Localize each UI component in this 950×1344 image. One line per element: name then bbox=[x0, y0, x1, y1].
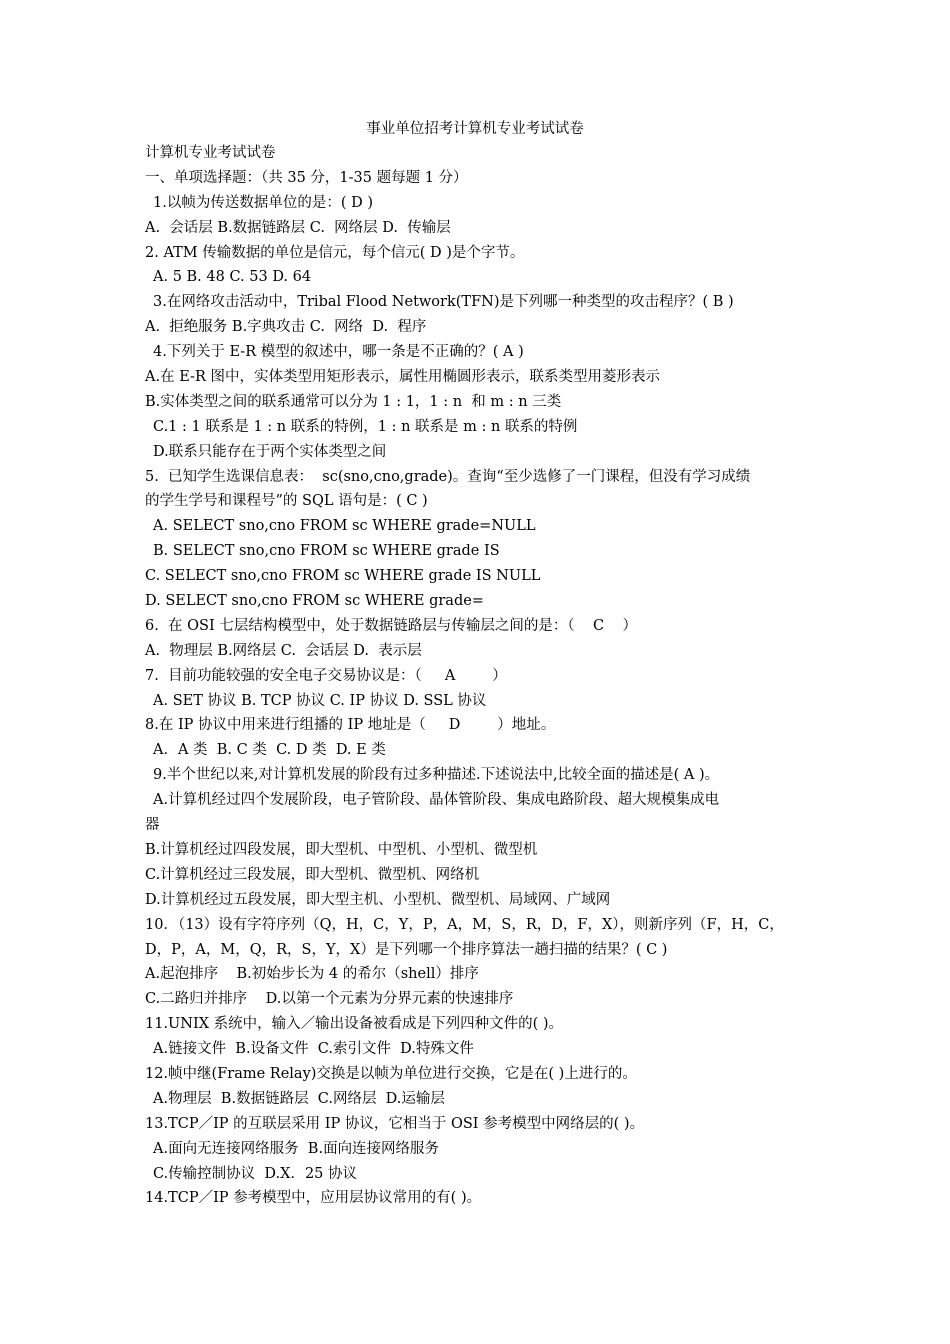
text-line: A．A 类 B. C 类 C. D 类 D. E 类 bbox=[153, 742, 386, 759]
text-line: A.计算机经过四个发展阶段，电子管阶段、晶体管阶段、集成电路阶段、超大规模集成电 bbox=[153, 792, 720, 809]
text-line: 8.在 IP 协议中用来进行组播的 IP 地址是（ D ）地址。 bbox=[145, 717, 556, 734]
text-line: 4.下列关于 E-R 模型的叙述中，哪一条是不正确的？( A ) bbox=[153, 344, 524, 361]
text-line: 13.TCP／IP 的互联层采用 IP 协议，它相当于 OSI 参考模型中网络层的( )。 bbox=[145, 1115, 645, 1132]
text-line: C. SELECT sno,cno FROM sc WHERE grade IS NULL bbox=[145, 568, 541, 585]
text-line: 14.TCP／IP 参考模型中，应用层协议常用的有( )。 bbox=[145, 1190, 482, 1207]
text-line: 7. 目前功能较强的安全电子交易协议是：（ A ） bbox=[145, 667, 507, 684]
text-line: A.起泡排序 B.初始步长为 4 的希尔（shell）排序 bbox=[145, 966, 479, 983]
text-line: 10．（13）设有字符序列（Q，H，C，Y，P，A，M，S，R，D，F，X），则新序列（F，H，C， bbox=[145, 916, 784, 933]
text-line: B.计算机经过四段发展，即大型机、中型机、小型机、微型机 bbox=[145, 841, 538, 858]
text-line: C.二路归并排序 D.以第一个元素为分界元素的快速排序 bbox=[145, 991, 514, 1008]
text-line: A. SELECT sno,cno FROM sc WHERE grade=NULL bbox=[153, 518, 536, 535]
text-line: 一、单项选择题：（共 35 分，1-35 题每题 1 分） bbox=[145, 169, 468, 186]
text-line: A.在 E-R 图中，实体类型用矩形表示，属性用椭圆形表示，联系类型用菱形表示 bbox=[145, 369, 660, 386]
text-line: A. 物理层 B.网络层 C. 会话层 D. 表示层 bbox=[145, 642, 422, 659]
text-line: 11.UNIX 系统中，输入／输出设备被看成是下列四种文件的( )。 bbox=[145, 1016, 564, 1033]
text-line: D. SELECT sno,cno FROM sc WHERE grade= bbox=[145, 593, 484, 610]
text-line: C.1 : 1 联系是 1 : n 联系的特例，1 : n 联系是 m : n 联系的特例 bbox=[153, 418, 578, 435]
text-line: 3.在网络攻击活动中，Tribal Flood Network(TFN)是下列哪一种类型的攻击程序？( B ) bbox=[153, 294, 734, 311]
text-line: D.计算机经过五段发展，即大型主机、小型机、微型机、局域网、广域网 bbox=[145, 891, 611, 908]
text-line: 2. ATM 传输数据的单位是信元，每个信元( D )是个字节。 bbox=[145, 244, 525, 261]
text-line: C.计算机经过三段发展，即大型机、微型机、网络机 bbox=[145, 866, 480, 883]
text-line: B.实体类型之间的联系通常可以分为 1 : 1，1 : n 和 m : n 三类 bbox=[145, 393, 562, 410]
text-line: B. SELECT sno,cno FROM sc WHERE grade IS bbox=[153, 543, 500, 560]
text-line: A. 拒绝服务 B.字典攻击 C. 网络 D. 程序 bbox=[145, 319, 427, 336]
text-line: 12.帧中继(Frame Relay)交换是以帧为单位进行交换，它是在( )上进行的。 bbox=[145, 1065, 637, 1082]
text-line: A. SET 协议 B. TCP 协议 C. IP 协议 D. SSL 协议 bbox=[153, 692, 487, 709]
text-line: 6. 在 OSI 七层结构模型中，处于数据链路层与传输层之间的是：（ C ） bbox=[145, 617, 638, 634]
text-line: A. 会话层 B.数据链路层 C. 网络层 D. 传输层 bbox=[145, 219, 451, 236]
text-line: A.面向无连接网络服务 B.面向连接网络服务 bbox=[153, 1140, 440, 1157]
text-line: 5. 已知学生选课信息表： sc(sno,cno,grade)。查询“至少选修了一门课程，但没有学习成绩 bbox=[145, 468, 751, 485]
text-line: 9.半个世纪以来,对计算机发展的阶段有过多种描述.下述说法中,比较全面的描述是( A )。 bbox=[153, 767, 720, 784]
text-line: C.传输控制协议 D.X．25 协议 bbox=[153, 1165, 358, 1182]
document-title: 事业单位招考计算机专业考试试卷 bbox=[366, 121, 584, 137]
text-line: A.物理层 B.数据链路层 C.网络层 D.运输层 bbox=[153, 1090, 445, 1107]
text-line: 器 bbox=[145, 817, 160, 834]
text-line: A. 5 B. 48 C. 53 D. 64 bbox=[153, 269, 312, 286]
text-line: 1.以帧为传送数据单位的是：( D ) bbox=[153, 194, 373, 211]
text-line: 计算机专业考试试卷 bbox=[145, 145, 276, 161]
text-line: 的学生学号和课程号”的 SQL 语句是：( C ) bbox=[145, 493, 428, 510]
text-line: D，P，A，M，Q，R，S，Y，X）是下列哪一个排序算法一趟扫描的结果？( C ) bbox=[145, 941, 668, 958]
text-line: D.联系只能存在于两个实体类型之间 bbox=[153, 443, 387, 460]
text-line: A.链接文件 B.设备文件 C.索引文件 D.特殊文件 bbox=[153, 1041, 474, 1058]
document-body bbox=[145, 141, 825, 1211]
